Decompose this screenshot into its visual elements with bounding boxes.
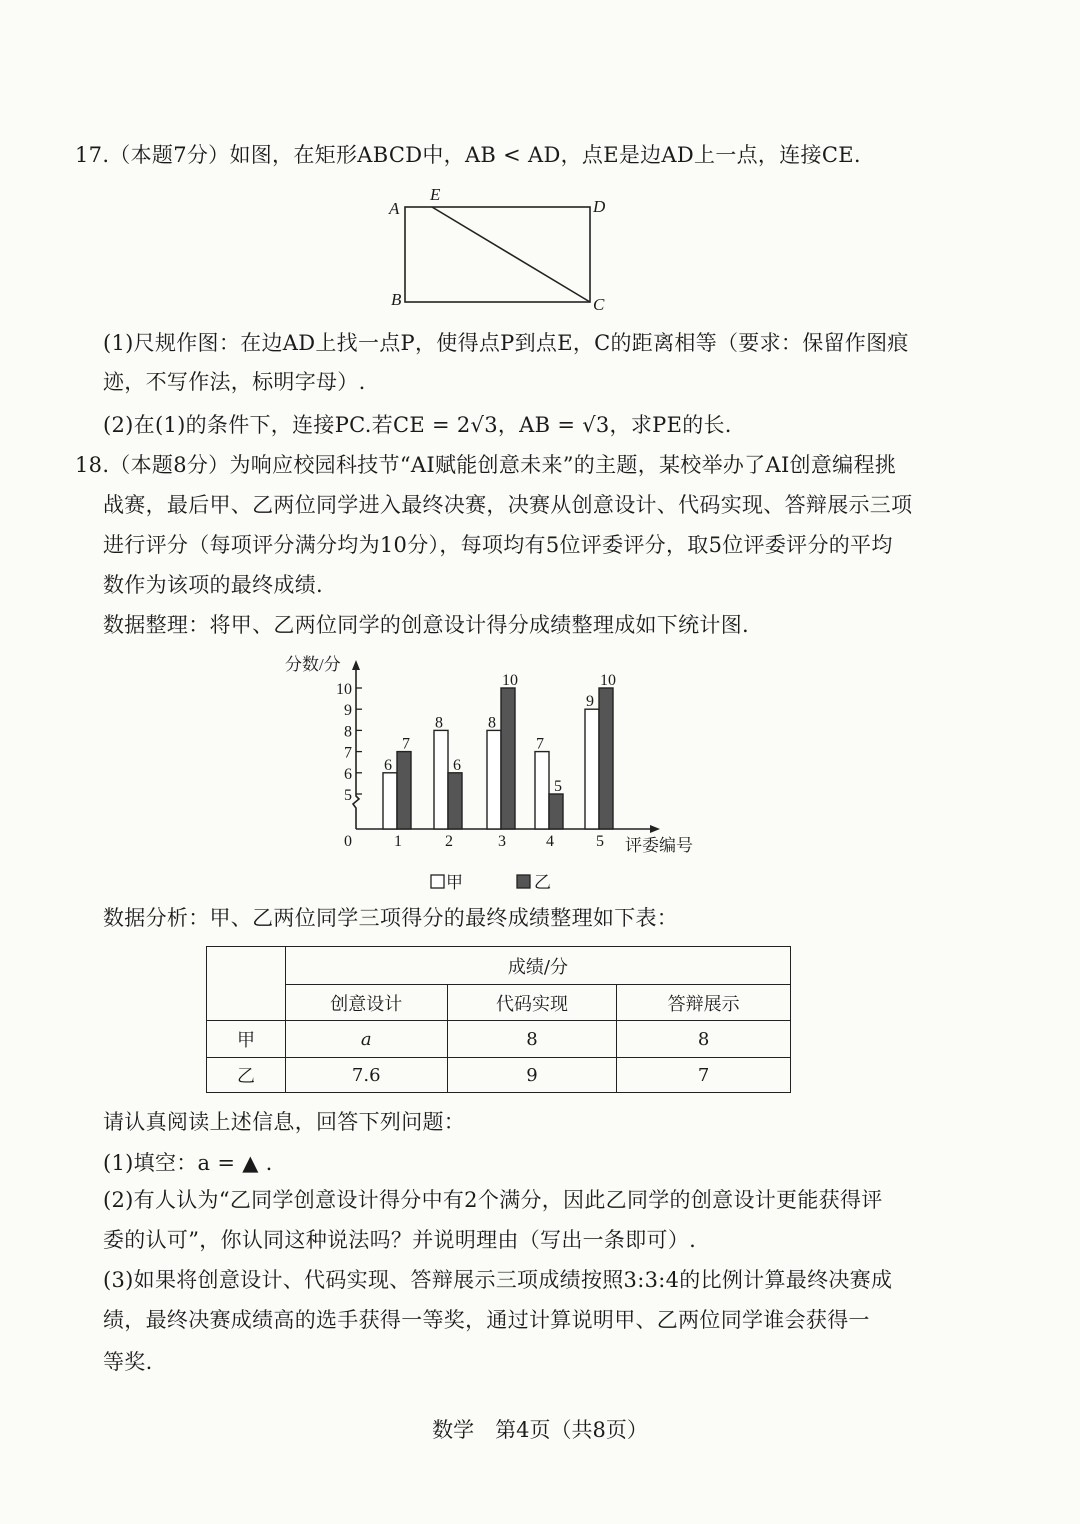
y-tick-label: 10 (336, 681, 352, 698)
x-tick-label: 4 (546, 833, 554, 850)
rectangle-abcd (405, 207, 590, 302)
table-cell: 8 (447, 1021, 617, 1058)
bar-jia (535, 752, 549, 829)
data-label: 8 (488, 714, 496, 732)
data-analysis-text: 数据分析：甲、乙两位同学三项得分的最终成绩整理如下表： (103, 906, 679, 930)
table-cell: a (285, 1021, 447, 1058)
x-tick-label: 1 (394, 833, 402, 850)
q17-part2: (2)在(1)的条件下，连接PC.若CE = 2√3，AB = √3，求PE的长. (103, 413, 732, 437)
bar-chart (280, 650, 720, 900)
segment-ce (432, 207, 590, 302)
bar-yi (599, 688, 613, 829)
x-tick-label: 2 (445, 833, 453, 850)
legend-label-jia: 甲 (446, 873, 463, 892)
table-cell: 7 (617, 1058, 791, 1093)
legend-swatch-jia (431, 875, 444, 888)
q18-part1: (1)填空：a = ▲ . (103, 1151, 273, 1175)
q17-part1-line2: 迹，不写作法，标明字母）. (103, 370, 366, 394)
table-row (207, 1021, 791, 1058)
y-tick-label: 7 (344, 744, 352, 762)
q17-stem: 17.（本题7分）如图，在矩形ABCD中，AB < AD，点E是边AD上一点，连接CE. (75, 143, 861, 167)
data-organization-text: 数据整理：将甲、乙两位同学的创意设计得分成绩整理成如下统计图. (103, 613, 749, 637)
table-col-header: 答辩展示 (617, 985, 791, 1021)
q18-stem-line2: 战赛，最后甲、乙两位同学进入最终决赛，决赛从创意设计、代码实现、答辩展示三项 (103, 493, 913, 517)
x-axis-arrow (650, 825, 660, 833)
label-c: C (593, 295, 605, 314)
data-label: 7 (402, 735, 410, 753)
q18-stem-line4: 数作为该项的最终成绩. (103, 573, 323, 597)
label-e: E (430, 185, 441, 204)
table-header-group: 成绩/分 (285, 947, 790, 985)
bar-yi (397, 752, 411, 829)
q18-part3-line2: 绩，最终决赛成绩高的选手获得一等奖，通过计算说明甲、乙两位同学谁会获得一 (103, 1308, 870, 1332)
data-label: 10 (600, 672, 616, 689)
data-label: 6 (453, 756, 461, 774)
y-axis-arrow (352, 660, 360, 670)
legend-swatch-yi (517, 875, 530, 888)
score-table (206, 946, 791, 1093)
x-axis-label: 评委编号 (625, 836, 693, 855)
bar-jia (487, 730, 501, 829)
x-tick-label: 3 (498, 833, 506, 850)
bar-jia (383, 773, 397, 829)
q18-stem-line3: 进行评分（每项评分满分均为10分），每项均有5位评委评分，取5位评委评分的平均 (103, 533, 893, 557)
table-col-header: 代码实现 (447, 985, 617, 1021)
rectangle-figure (380, 180, 620, 320)
q18-part3-line3: 等奖. (103, 1350, 153, 1374)
row-header: 甲 (207, 1021, 286, 1058)
bar-yi (448, 773, 462, 829)
data-label: 7 (536, 735, 544, 753)
y-axis-label: 分数/分 (285, 655, 341, 674)
data-label: 8 (435, 714, 443, 732)
q18-part2-line1: (2)有人认为“乙同学创意设计得分中有2个满分，因此乙同学的创意设计更能获得评 (103, 1188, 883, 1212)
label-a: A (389, 199, 400, 218)
row-header: 乙 (207, 1058, 286, 1093)
data-label: 9 (586, 693, 594, 711)
page-footer: 数学 第4页（共8页） (432, 1418, 648, 1442)
y-tick-label: 9 (344, 702, 352, 720)
y-axis-with-break (353, 668, 359, 829)
table-row (207, 1058, 791, 1093)
data-label: 10 (502, 672, 518, 689)
q18-stem-line1: 18.（本题8分）为响应校园科技节“AI赋能创意未来”的主题，某校举办了AI创意编程挑 (75, 453, 897, 477)
x-tick-label: 5 (596, 833, 604, 850)
q17-part1-line1: (1)尺规作图：在边AD上找一点P，使得点P到点E，C的距离相等（要求：保留作图痕 (103, 331, 909, 355)
table-cell: 9 (447, 1058, 617, 1093)
bar-jia (434, 730, 448, 829)
y-tick-label: 5 (344, 787, 352, 804)
table-col-header: 创意设计 (285, 985, 447, 1021)
label-b: B (391, 290, 402, 309)
data-label: 6 (384, 756, 392, 774)
bar-yi (549, 794, 563, 829)
table-cell: 7.6 (285, 1058, 447, 1093)
legend-label-yi: 乙 (534, 873, 551, 892)
bar-yi (501, 688, 515, 829)
y-tick-label: 6 (344, 765, 352, 783)
table-cell: 8 (617, 1021, 791, 1058)
q18-part2-line2: 委的认可”，你认同这种说法吗？并说明理由（写出一条即可）. (103, 1228, 697, 1252)
bar-jia (585, 709, 599, 829)
label-d: D (593, 197, 606, 216)
q18-part3-line1: (3)如果将创意设计、代码实现、答辩展示三项成绩按照3:3:4的比例计算最终决赛成 (103, 1268, 893, 1292)
data-label: 5 (554, 778, 562, 795)
prompt-text: 请认真阅读上述信息，回答下列问题： (103, 1110, 466, 1134)
origin-label: 0 (344, 833, 352, 850)
table-corner-cell (207, 947, 286, 1021)
y-tick-label: 8 (344, 723, 352, 741)
